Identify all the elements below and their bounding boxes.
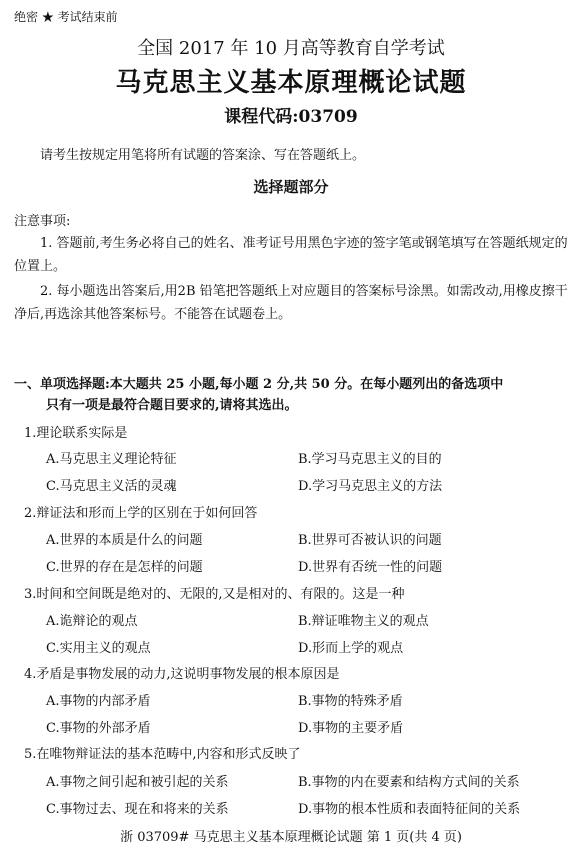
q3-option-b: B.辩证唯物主义的观点 — [298, 614, 429, 629]
notes-title: 注意事项: — [14, 214, 71, 229]
q4-option-a: A.事物的内部矛盾 — [46, 694, 151, 709]
part1-heading-line2: 只有一项是最符合题目要求的,请将其选出。 — [46, 398, 298, 413]
q5-option-d: D.事物的根本性质和表面特征间的关系 — [298, 802, 521, 817]
question-stem-3: 3.时间和空间既是绝对的、无限的,又是相对的、有限的。这是一种 — [24, 587, 405, 602]
part1-heading-line1: 一、单项选择题:本大题共 25 小题,每小题 2 分,共 50 分。在每小题列出的备选项中 — [14, 377, 504, 392]
q3-option-a: A.诡辩论的观点 — [46, 614, 138, 629]
note-item-1: 1. 答题前,考生务必将自己的姓名、准考证号用黑色字迹的签字笔或钢笔填写在答题纸规定的位置上。 — [14, 236, 568, 274]
q1-option-c: C.马克思主义活的灵魂 — [46, 479, 177, 494]
q1-option-a: A.马克思主义理论特征 — [46, 452, 177, 467]
exam-title: 全国 2017 年 10 月高等教育自学考试 — [137, 38, 445, 59]
subject-title: 马克思主义基本原理概论试题 — [115, 68, 467, 98]
q2-option-b: B.世界可否被认识的问题 — [298, 533, 442, 548]
q1-option-d: D.学习马克思主义的方法 — [298, 479, 443, 494]
q4-option-d: D.事物的主要矛盾 — [298, 721, 404, 736]
course-code: 课程代码:03709 — [224, 107, 358, 127]
q1-option-b: B.学习马克思主义的目的 — [298, 452, 442, 467]
section-title: 选择题部分 — [253, 178, 329, 196]
answer-instruction: 请考生按规定用笔将所有试题的答案涂、写在答题纸上。 — [40, 148, 366, 163]
q5-option-c: C.事物过去、现在和将来的关系 — [46, 802, 229, 817]
question-stem-1: 1.理论联系实际是 — [24, 426, 128, 441]
q5-option-a: A.事物之间引起和被引起的关系 — [46, 775, 229, 790]
confidential-label: 绝密 ★ 考试结束前 — [14, 10, 118, 24]
q2-option-a: A.世界的本质是什么的问题 — [46, 533, 203, 548]
note-item-2: 2. 每小题选出答案后,用2B 铅笔把答题纸上对应题目的答案标号涂黑。如需改动,用橡皮擦干净后,再选涂其他答案标号。不能答在试题卷上。 — [14, 284, 568, 322]
q4-option-b: B.事物的特殊矛盾 — [298, 694, 403, 709]
q2-option-d: D.世界有否统一性的问题 — [298, 560, 443, 575]
q3-option-d: D.形而上学的观点 — [298, 641, 404, 656]
q2-option-c: C.世界的存在是怎样的问题 — [46, 560, 203, 575]
q3-option-c: C.实用主义的观点 — [46, 641, 151, 656]
question-stem-4: 4.矛盾是事物发展的动力,这说明事物发展的根本原因是 — [24, 667, 340, 682]
q4-option-c: C.事物的外部矛盾 — [46, 721, 151, 736]
page-footer: 浙 03709# 马克思主义基本原理概论试题 第 1 页(共 4 页) — [120, 830, 462, 845]
q5-option-b: B.事物的内在要素和结构方式间的关系 — [298, 775, 520, 790]
part1-heading — [14, 374, 570, 416]
question-stem-5: 5.在唯物辩证法的基本范畴中,内容和形式反映了 — [24, 747, 301, 762]
question-stem-2: 2.辩证法和形而上学的区别在于如何回答 — [24, 506, 258, 521]
